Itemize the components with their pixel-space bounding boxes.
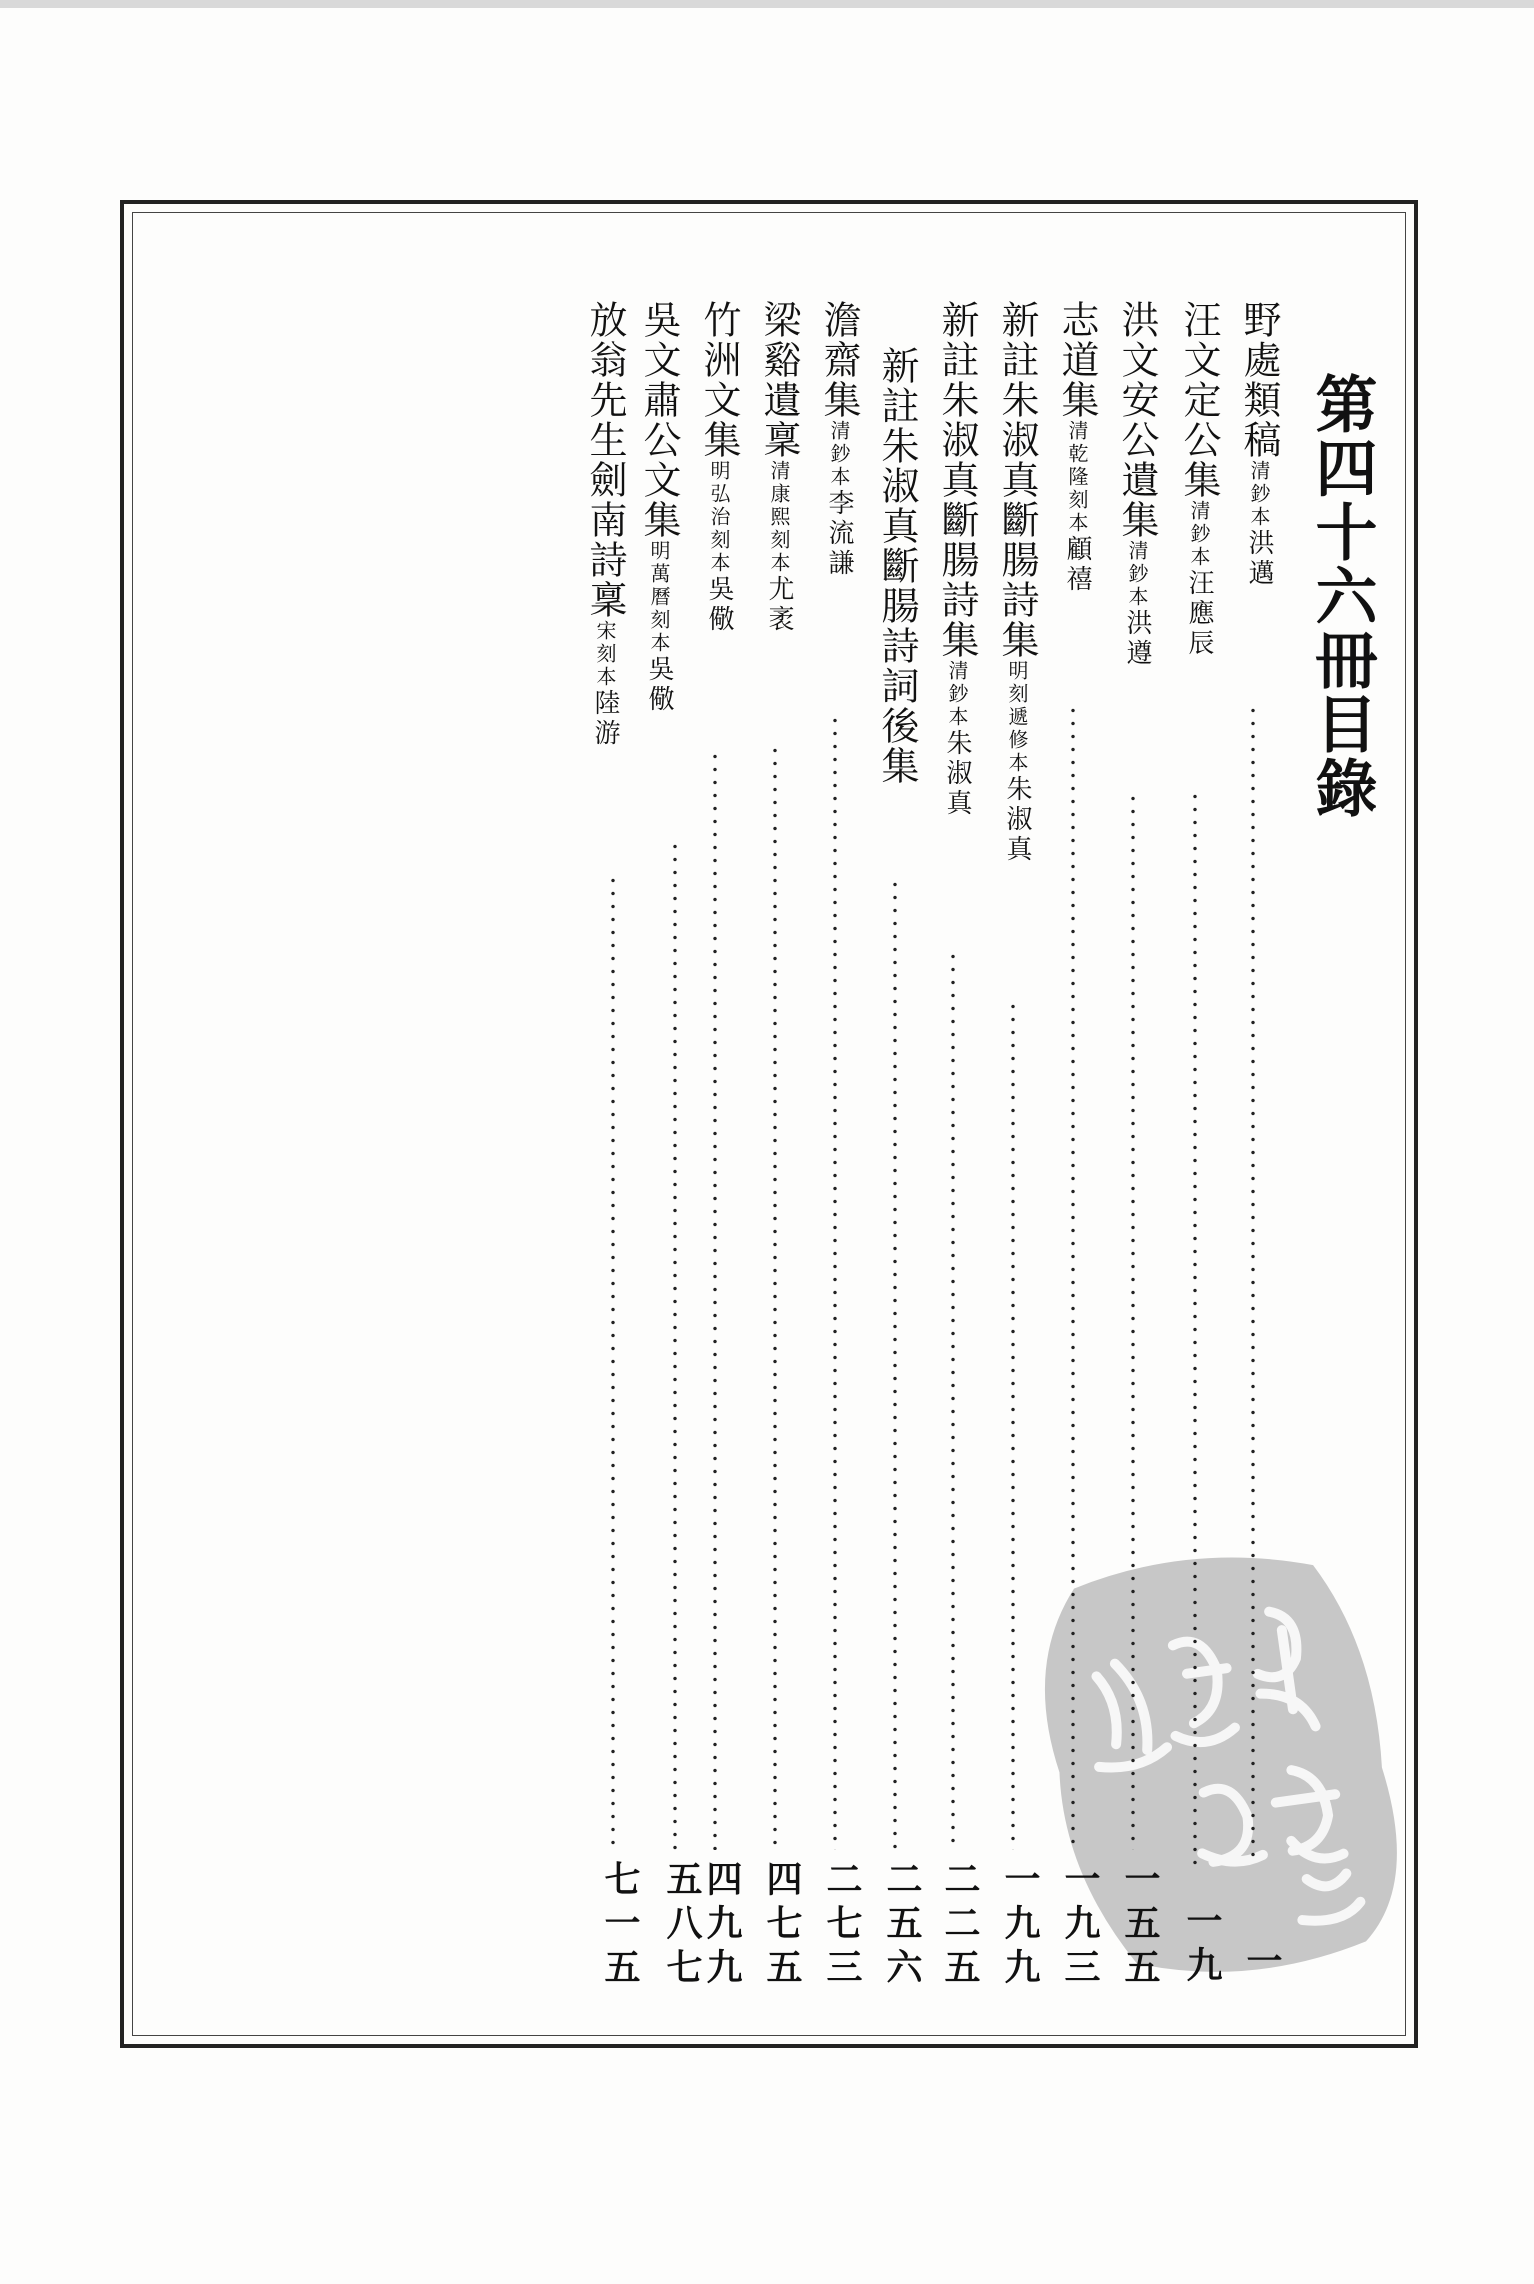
leader-dots: [673, 840, 677, 1850]
entry-title: 新註朱淑真斷腸詩集: [995, 300, 1039, 660]
entry-title: 新註朱淑真斷腸詩詞後集: [875, 346, 919, 786]
toc-entry: [875, 346, 919, 786]
entry-edition: 清鈔本: [1125, 540, 1149, 609]
entry-edition: 清鈔本: [827, 420, 851, 489]
entry-author: 洪邁: [1244, 529, 1274, 589]
entry-author: 顧禧: [1062, 535, 1092, 595]
entry-author: 朱淑真: [1002, 775, 1032, 865]
toc-entry: [935, 300, 979, 819]
leader-dots: [893, 878, 897, 1850]
entry-page: 一: [1241, 1942, 1283, 1986]
entry-page: 二二五: [939, 1860, 981, 1992]
toc-entry: [637, 300, 681, 715]
toc-entry: [995, 300, 1039, 865]
entry-title: 野處類稿: [1237, 300, 1281, 460]
entry-edition: 清鈔本: [1187, 500, 1211, 569]
entry-edition: 清康熙刻本: [767, 460, 791, 575]
entry-page: 四九九: [701, 1860, 743, 1992]
entry-author: 朱淑真: [942, 729, 972, 819]
entry-page: 一九: [1181, 1902, 1223, 1990]
entry-title: 放翁先生劍南詩稟: [583, 300, 627, 620]
entry-page: 二七三: [821, 1860, 863, 1992]
entry-title: 汪文定公集: [1177, 300, 1221, 500]
leader-dots: [713, 750, 717, 1850]
entry-page: 一九九: [999, 1860, 1041, 1992]
entry-author: 吳儆: [704, 575, 734, 635]
entry-page: 四七五: [761, 1860, 803, 1992]
entry-edition: 明萬曆刻本: [647, 540, 671, 655]
leader-dots: [1193, 790, 1197, 1870]
entry-author: 陸游: [590, 689, 620, 749]
entry-edition: 清鈔本: [945, 660, 969, 729]
leader-dots: [1071, 704, 1075, 1850]
entry-edition: 宋刻本: [593, 620, 617, 689]
entry-page: 一五五: [1119, 1860, 1161, 1992]
entry-page: 五八七: [661, 1860, 703, 1992]
entry-author: 李流謙: [824, 489, 854, 579]
entry-author: 吳儆: [644, 655, 674, 715]
entry-title: 吳文肅公文集: [637, 300, 681, 540]
entry-edition: 清乾隆刻本: [1065, 420, 1089, 535]
leader-dots: [1011, 1000, 1015, 1850]
leader-dots: [1251, 704, 1255, 1860]
page-top-edge: [0, 0, 1534, 8]
entry-title: 洪文安公遺集: [1115, 300, 1159, 540]
leader-dots: [773, 744, 777, 1850]
toc-entry: [1055, 300, 1099, 595]
entry-title: 梁谿遺稟: [757, 300, 801, 460]
toc-entry: [697, 300, 741, 635]
entry-edition: 明刻遞修本: [1005, 660, 1029, 775]
leader-dots: [951, 950, 955, 1850]
toc-entry: [1177, 300, 1221, 659]
entry-author: 尤袤: [764, 575, 794, 635]
entry-author: 汪應辰: [1184, 569, 1214, 659]
leader-dots: [833, 714, 837, 1850]
leader-dots: [1131, 792, 1135, 1850]
entry-edition: 明弘治刻本: [707, 460, 731, 575]
entry-page: 一九三: [1059, 1860, 1101, 1992]
entry-title: 澹齋集: [817, 300, 861, 420]
entry-title: 竹洲文集: [697, 300, 741, 460]
entry-page: 二五六: [881, 1860, 923, 1992]
entry-title: 志道集: [1055, 300, 1099, 420]
toc-entry: [817, 300, 861, 579]
page-title: 第四十六冊目錄: [1305, 372, 1378, 820]
entry-edition: 清鈔本: [1247, 460, 1271, 529]
toc-entry: [1237, 300, 1281, 589]
entry-page: 七一五: [599, 1860, 641, 1992]
toc-entry: [757, 300, 801, 635]
toc-entry: [583, 300, 627, 749]
toc-entry: [1115, 300, 1159, 669]
entry-author: 洪遵: [1122, 609, 1152, 669]
entry-title: 新註朱淑真斷腸詩集: [935, 300, 979, 660]
leader-dots: [611, 874, 615, 1850]
